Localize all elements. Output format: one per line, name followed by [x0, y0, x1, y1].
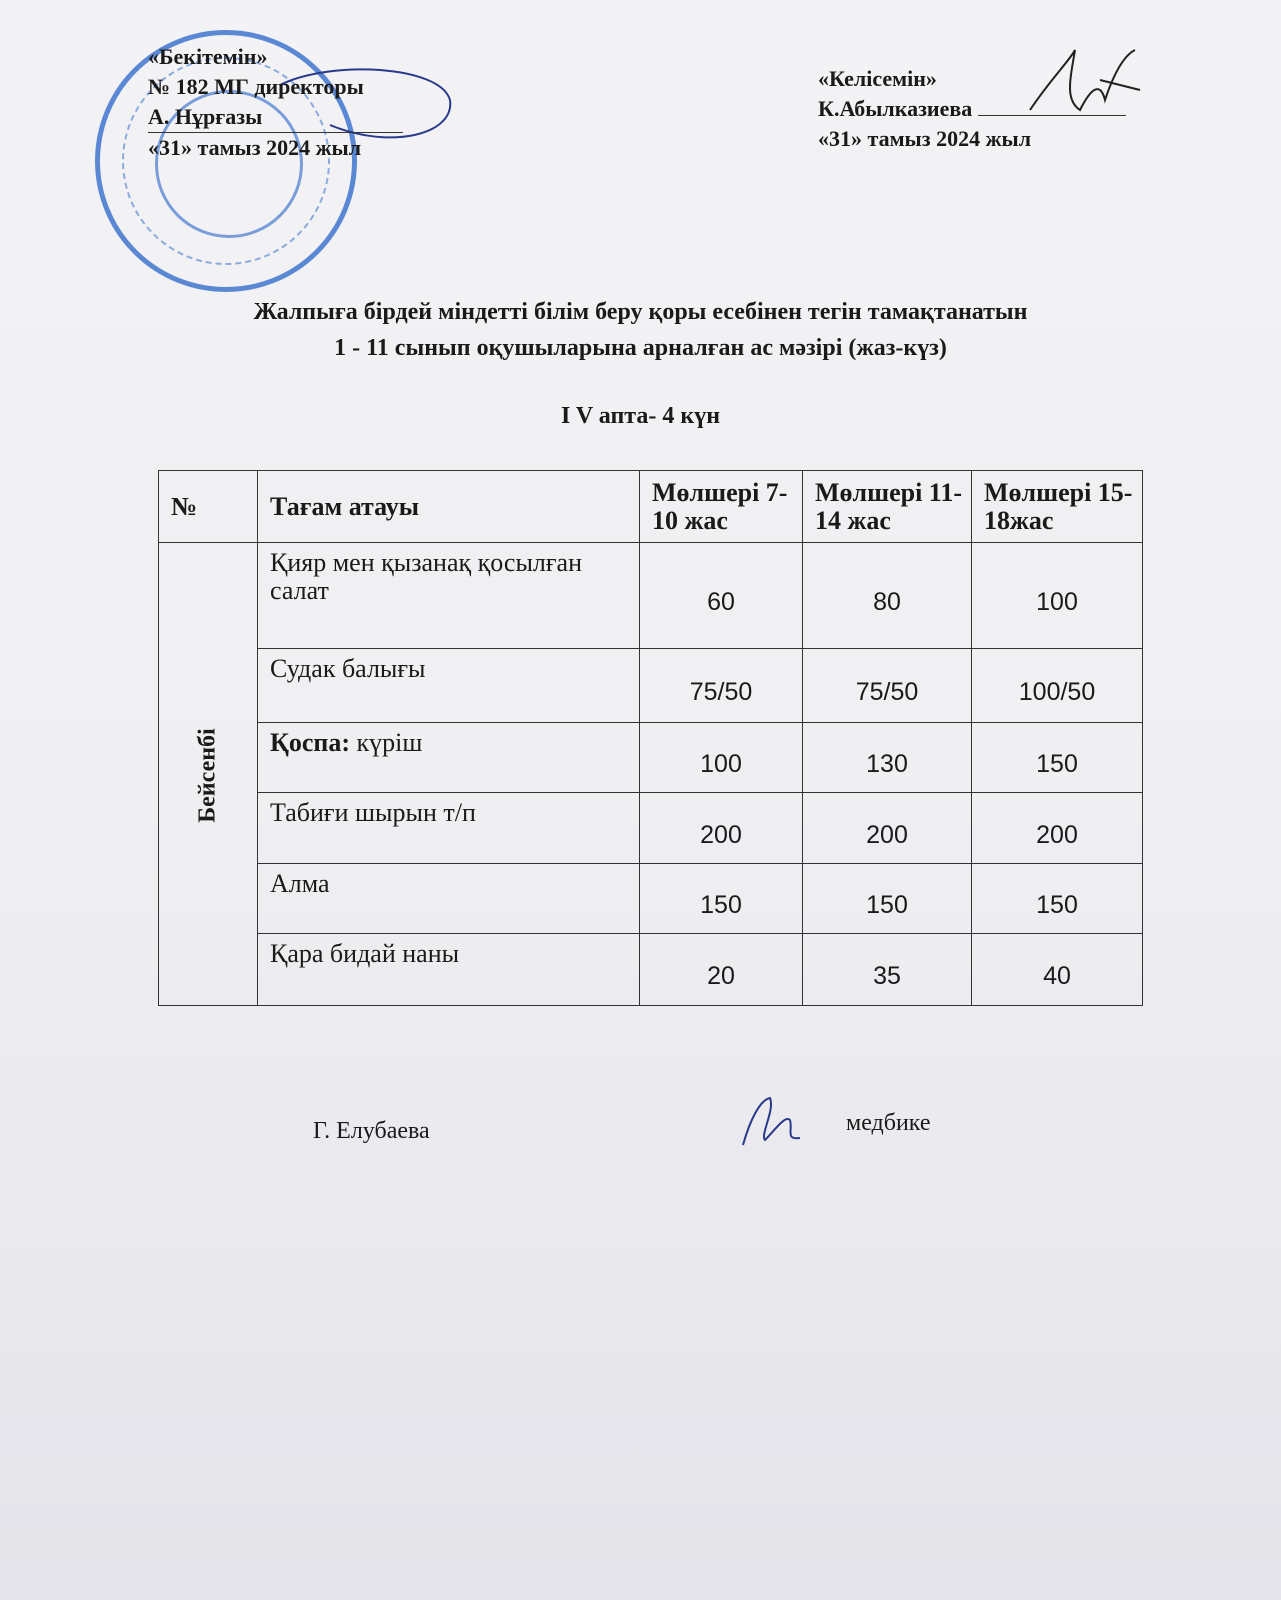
amount-11-14: 80: [803, 543, 972, 649]
table-row: [159, 649, 1143, 723]
amount-7-10: 100: [640, 723, 803, 793]
document-title: Жалпыға бірдей міндетті білім беру қоры есебінен тегін тамақтанатын: [253, 299, 1028, 325]
agreement-name: К.Абылказиева: [818, 94, 1126, 124]
amount-11-14: 75/50: [803, 649, 972, 723]
amount-7-10: 20: [640, 934, 803, 1006]
agreement-date: «31» тамыз 2024 жыл: [818, 126, 1032, 151]
approval-block: [148, 42, 403, 163]
amount-11-14: 130: [803, 723, 972, 793]
dish-name: Қоспа: күріш: [258, 723, 640, 793]
amount-11-14: 200: [803, 793, 972, 864]
document-subtitle: 1 - 11 сынып оқушыларына арналған ас мәзірі (жаз-күз): [334, 335, 947, 361]
amount-15-18: 150: [972, 864, 1143, 934]
amount-15-18: 100/50: [972, 649, 1143, 723]
nurse-signature: [735, 1090, 805, 1150]
nurse-title: медбике: [846, 1110, 931, 1136]
table-row: [159, 723, 1143, 793]
agreement-signature: [1020, 40, 1150, 130]
dish-name: Алма: [258, 864, 640, 934]
col-dish: Тағам атауы: [258, 471, 640, 543]
amount-11-14: 150: [803, 864, 972, 934]
menu-table: [158, 470, 1143, 1006]
approval-position: № 182 МГ директоры: [148, 74, 364, 99]
cook-name: Г. Елубаева: [313, 1118, 430, 1144]
dish-name: Қияр мен қызанақ қосылған салат: [258, 543, 640, 649]
amount-15-18: 100: [972, 543, 1143, 649]
table-row: [159, 793, 1143, 864]
table-row: [159, 864, 1143, 934]
amount-15-18: 200: [972, 793, 1143, 864]
amount-15-18: 150: [972, 723, 1143, 793]
amount-7-10: 150: [640, 864, 803, 934]
agreement-title: «Келісемін»: [818, 66, 937, 91]
week-label: I V апта- 4 күн: [560, 403, 721, 429]
table-header: [159, 471, 1143, 543]
approval-name: А. Нұрғазы: [148, 102, 403, 133]
amount-15-18: 40: [972, 934, 1143, 1006]
col-number: №: [159, 471, 258, 543]
dish-name: Судак балығы: [258, 649, 640, 723]
amount-7-10: 200: [640, 793, 803, 864]
day-cell: Бейсенбі: [159, 543, 258, 1006]
approval-date: «31» тамыз 2024 жыл: [148, 135, 362, 160]
col-age-15-18: Мөлшері 15-18жас: [972, 471, 1143, 543]
amount-7-10: 60: [640, 543, 803, 649]
dish-name: Қара бидай наны: [258, 934, 640, 1006]
table-row: [159, 934, 1143, 1006]
amount-7-10: 75/50: [640, 649, 803, 723]
table-row: [159, 543, 1143, 649]
dish-name: Табиғи шырын т/п: [258, 793, 640, 864]
approval-title: «Бекітемін»: [148, 44, 268, 69]
col-age-7-10: Мөлшері 7-10 жас: [640, 471, 803, 543]
col-age-11-14: Мөлшері 11-14 жас: [803, 471, 972, 543]
amount-11-14: 35: [803, 934, 972, 1006]
